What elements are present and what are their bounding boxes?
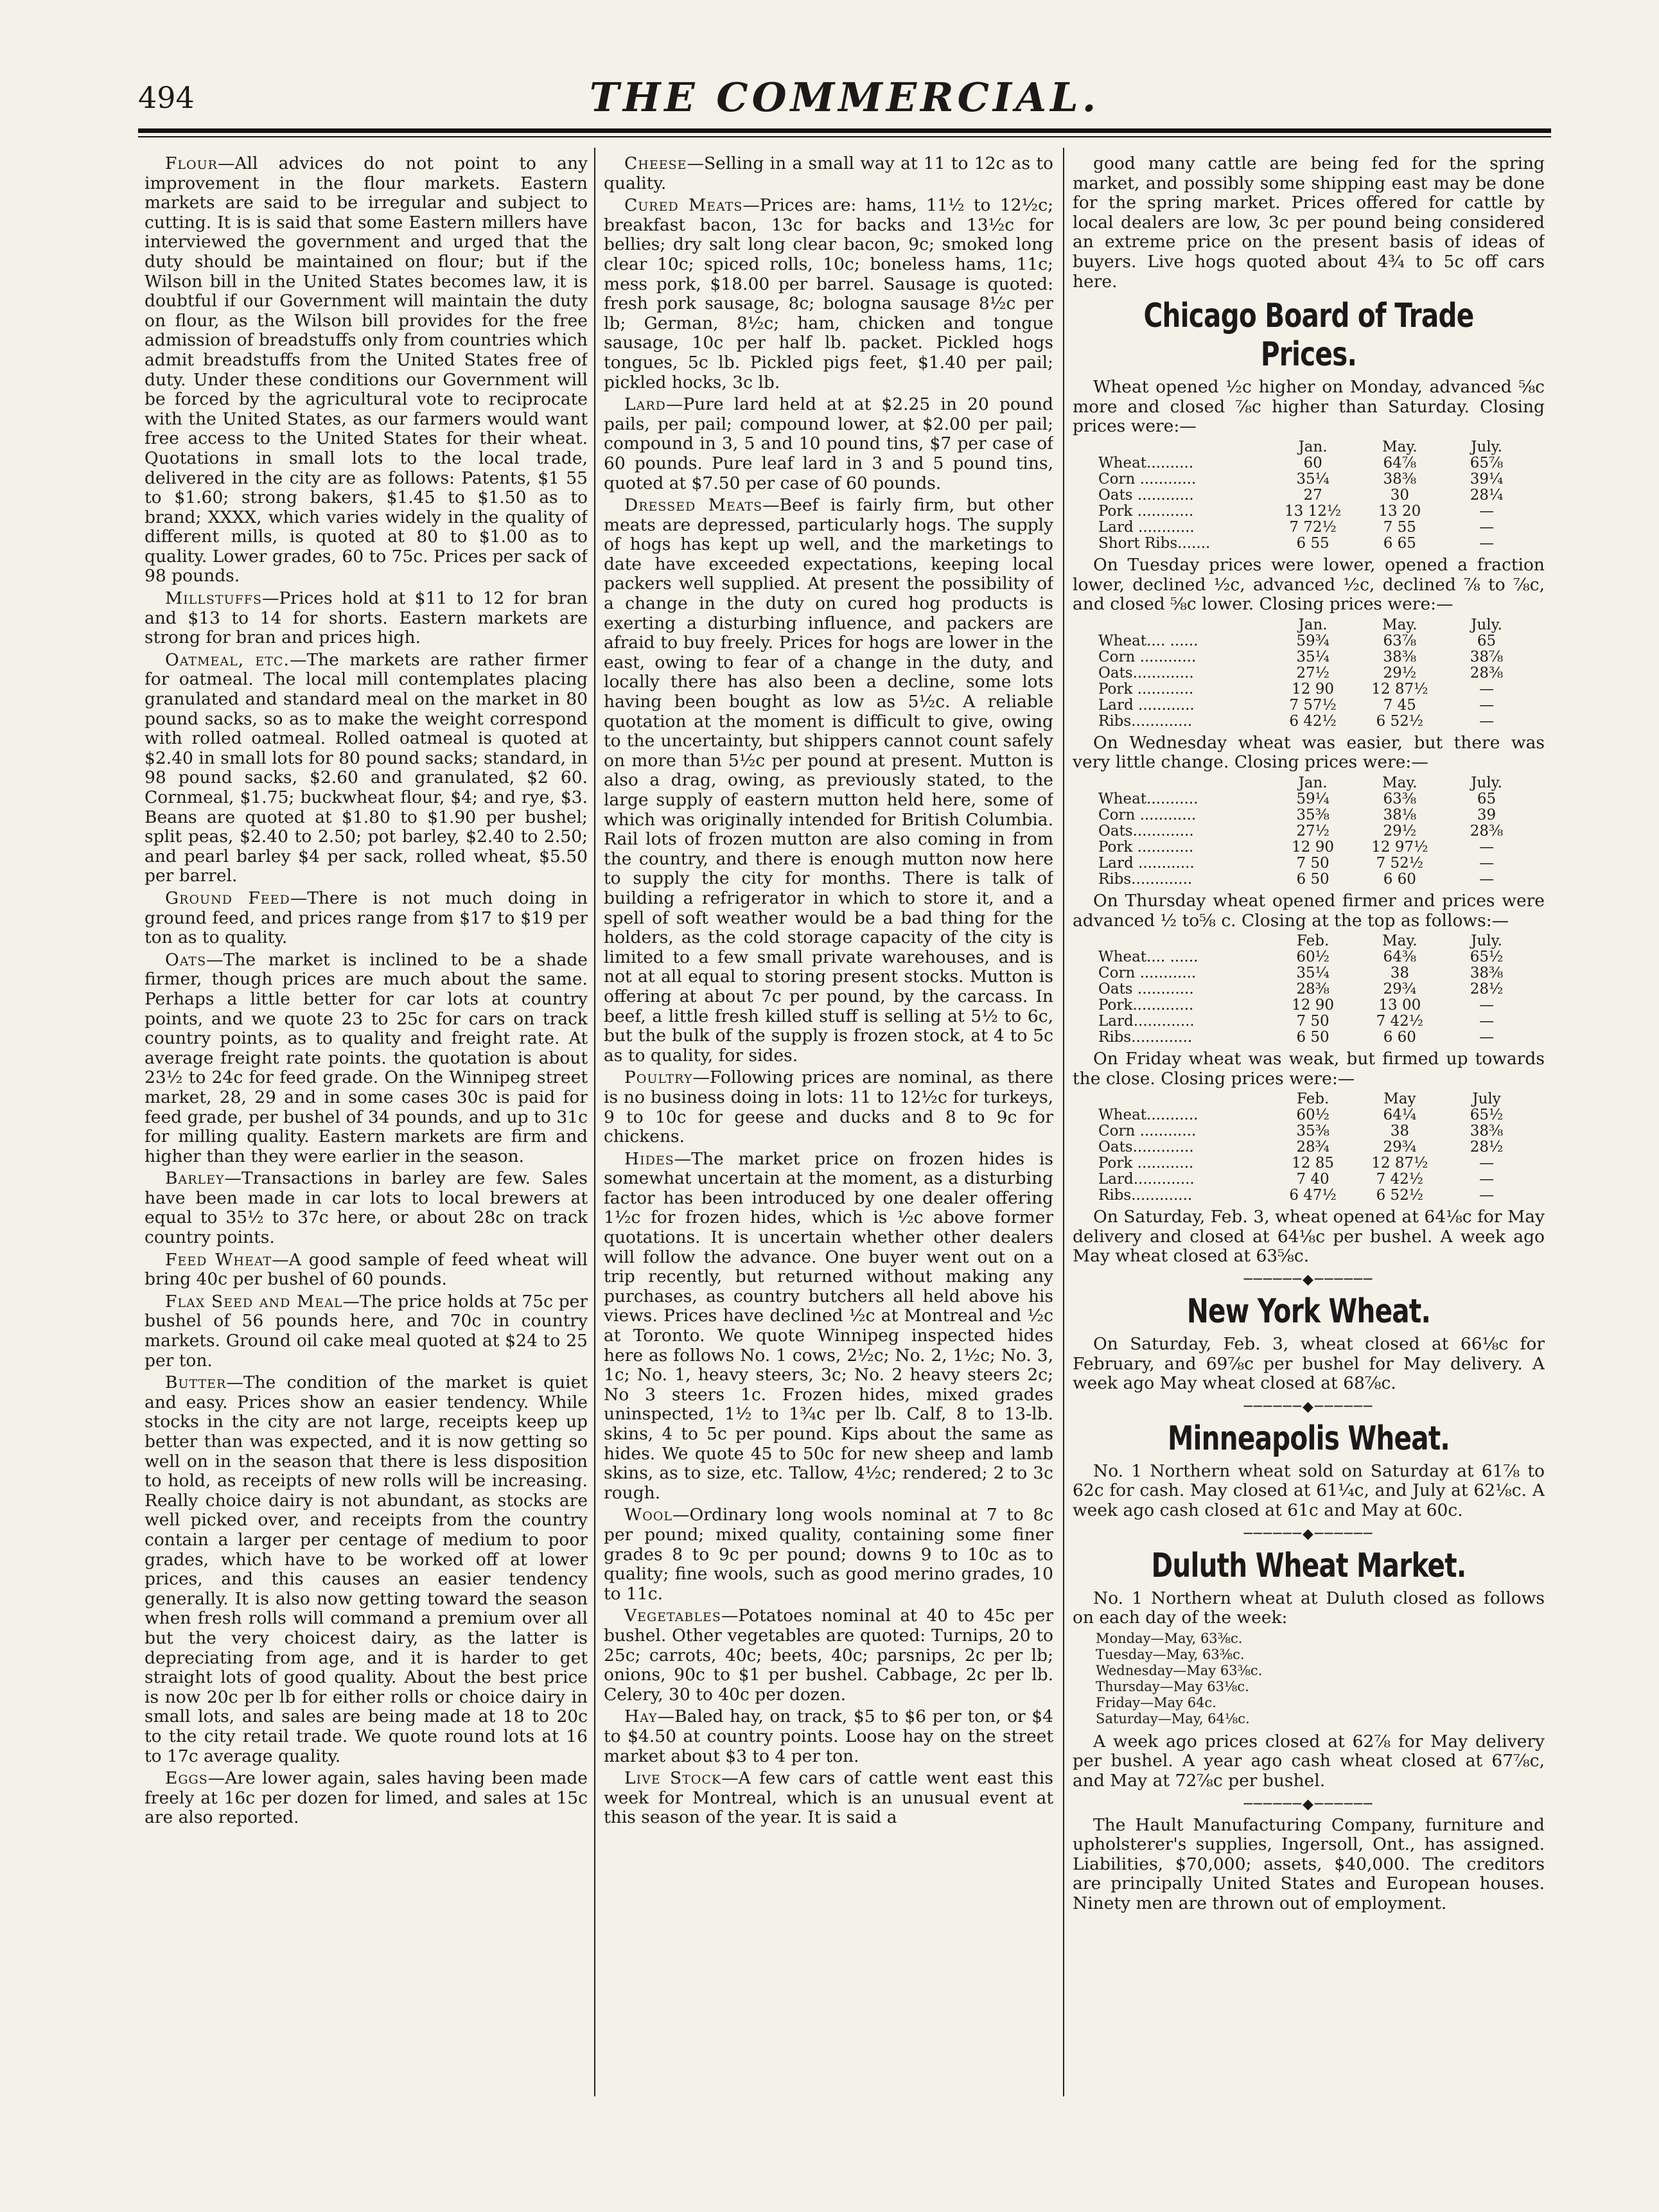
commodity-name: Pork ............ bbox=[1098, 502, 1194, 520]
duluth-day: Saturday—May, 64⅛c. bbox=[1096, 1710, 1250, 1726]
price-cell: 65 bbox=[1477, 790, 1497, 807]
price-cell: 65 bbox=[1477, 632, 1497, 649]
table-row bbox=[1096, 823, 1530, 839]
price-cell: 6 60 bbox=[1383, 1029, 1416, 1046]
duluth-day: Tuesday—May, 63⅜c. bbox=[1096, 1646, 1245, 1662]
duluth-day: Monday—May, 63⅜c. bbox=[1096, 1630, 1243, 1646]
commodity-name: Oats ............ bbox=[1098, 486, 1194, 504]
price-cell: 38⅜ bbox=[1383, 470, 1417, 487]
market-paragraph bbox=[145, 889, 588, 948]
price-cell: 13 20 bbox=[1378, 502, 1421, 520]
price-cell: 27½ bbox=[1296, 822, 1330, 839]
commodity-name: Oats............. bbox=[1098, 822, 1194, 839]
month-header: May. bbox=[1382, 616, 1418, 633]
table-row bbox=[1096, 681, 1530, 698]
price-cell: 12 87½ bbox=[1371, 680, 1428, 698]
price-cell: 65½ bbox=[1470, 949, 1504, 966]
paragraph-text: —The price holds at 75c per bushel of 56 pounds here, and 70c in country markets. Ground oil cake meal quoted at $24 to 25 per ton. bbox=[145, 1291, 588, 1371]
commodity-name: Lard............. bbox=[1098, 1013, 1195, 1030]
paragraph-label: Barley bbox=[165, 1168, 225, 1189]
table-row bbox=[1096, 487, 1530, 504]
market-paragraph bbox=[145, 1292, 588, 1371]
paragraph-text: —Following prices are nominal, as there is no business doing in lots: 11 to 12½c for turkeys, 9 to 10c for geese and ducks and 8 to 9c for chickens. bbox=[604, 1067, 1053, 1147]
chicago-saturday: On Saturday, Feb. 3, wheat opened at 64⅛c for May delivery and closed at 64⅛c per bushel. A week ago May wheat closed at 63⅝c. bbox=[1073, 1207, 1545, 1267]
commodity-name: Oats............. bbox=[1098, 664, 1194, 681]
price-cell: 65½ bbox=[1470, 1107, 1504, 1124]
price-cell: 7 57½ bbox=[1289, 696, 1337, 714]
paragraph-text: —The condition of the market is quiet and easy. Prices show an easier tendency. While stocks in the city are not large, receipts keep up better than was expected, and it is now getting so well on in the season that there is less disposition to hold, as receipts of new rolls will be increasing. Really choice dairy is not abundant, as stocks are well picked over, and receipts from the country contain a larger per centage of medium to poor grades, which have to be worked off at lower prices, and this causes an easier tendency generally. It is also now getting toward the season when fresh rolls will command a premium over all but the very choicest dairy, as the latter is depreciating from age, and it is harder to get straight lots of good quality. About the best price is now 20c per lb for either rolls or choice dairy in small lots, and sales are being made at 18 to 20c to the city retail trade. We quote round lots at 16 to 17c average quality. bbox=[145, 1373, 588, 1766]
table-row bbox=[1096, 1188, 1530, 1204]
price-cell: — bbox=[1479, 1171, 1495, 1188]
paragraph-label: Hides bbox=[624, 1148, 674, 1169]
table-row bbox=[1096, 807, 1530, 823]
price-cell: 35¼ bbox=[1296, 648, 1330, 665]
market-paragraph bbox=[145, 1373, 588, 1766]
table-row bbox=[1096, 698, 1530, 714]
price-cell: 29¾ bbox=[1383, 1139, 1417, 1156]
minneapolis-text: No. 1 Northern wheat sold on Saturday at 61⅞ to 62c for cash. May closed at 61¼c, and July at 62⅛c. A week ago cash closed at 61c and May at 60c. bbox=[1073, 1461, 1545, 1521]
section-ornament: ──────◆────── bbox=[1243, 1272, 1374, 1288]
chicago-heading: Chicago Board of Trade Prices. bbox=[1143, 297, 1474, 374]
table-row bbox=[1096, 1139, 1530, 1155]
price-cell: 6 60 bbox=[1383, 870, 1416, 888]
chicago-prices bbox=[1073, 378, 1545, 1204]
duluth-day: Thursday—May 63⅛c. bbox=[1096, 1678, 1249, 1694]
chicago-day-text: On Thursday wheat opened firmer and prices were advanced ½ to⅝ c. Closing at the top as follows:— bbox=[1073, 890, 1545, 931]
table-row bbox=[1096, 1155, 1530, 1172]
paragraph-label: Wool bbox=[624, 1505, 673, 1525]
price-cell: 27½ bbox=[1296, 664, 1330, 681]
commodity-name: Oats ............ bbox=[1098, 981, 1194, 998]
commodity-name: Lard............. bbox=[1098, 1171, 1195, 1188]
table-header-row bbox=[1096, 617, 1530, 633]
market-paragraph bbox=[145, 1251, 588, 1290]
table-row bbox=[1096, 1030, 1530, 1046]
commodity-name: Ribs............. bbox=[1098, 1029, 1193, 1046]
chicago-day-text: Wheat opened ½c higher on Monday, advanced ⅝c more and closed ⅞c higher than Saturday. Closing prices were:— bbox=[1073, 377, 1545, 437]
price-cell: 59¾ bbox=[1296, 632, 1330, 649]
table-row bbox=[1096, 455, 1530, 471]
commodity-name: Corn ............ bbox=[1098, 1123, 1197, 1140]
table-row bbox=[1096, 633, 1530, 649]
price-cell: — bbox=[1479, 1013, 1495, 1030]
duluth-after: A week ago prices closed at 62⅞ for May delivery per bushel. A year ago cash wheat closed at 67⅞c, and May at 72⅞c per bushel. bbox=[1073, 1731, 1545, 1791]
price-cell: 35⅜ bbox=[1296, 1123, 1330, 1140]
header-rule-thin bbox=[138, 136, 1551, 137]
price-cell: — bbox=[1479, 1029, 1495, 1046]
table-row bbox=[1096, 791, 1530, 807]
paragraph-label: Lard bbox=[624, 394, 666, 415]
price-cell: 29½ bbox=[1383, 822, 1417, 839]
paragraph-label: Cheese bbox=[624, 154, 687, 173]
market-paragraph bbox=[604, 1150, 1053, 1504]
table-row bbox=[1096, 1107, 1530, 1123]
commodity-name: Ribs............. bbox=[1098, 1187, 1193, 1204]
price-cell: — bbox=[1479, 870, 1495, 888]
price-cell: — bbox=[1479, 712, 1495, 730]
market-paragraph bbox=[145, 1169, 588, 1247]
column-2 bbox=[604, 154, 1053, 2135]
price-cell: 38⅜ bbox=[1470, 1123, 1504, 1140]
table-row bbox=[1096, 949, 1530, 965]
market-paragraph bbox=[145, 1769, 588, 1828]
price-cell: 60 bbox=[1303, 454, 1322, 471]
livestock-continued: good many cattle are being fed for the spring market, and possibly some shipping east may be done for the spring market. Prices offered for cattle by local dealers are low, 3c per pound being considered an extreme price on the present basis of ideas of buyers. Live hogs quoted about 4¾ to 5c off cars here. bbox=[1073, 154, 1545, 292]
month-header: May. bbox=[1382, 774, 1418, 791]
price-cell: 7 50 bbox=[1296, 854, 1330, 872]
chicago-day-text: On Friday wheat was weak, but firmed up towards the close. Closing prices were:— bbox=[1073, 1049, 1545, 1089]
table-row bbox=[1096, 839, 1530, 856]
month-header: May. bbox=[1382, 438, 1418, 455]
price-cell: 64⅜ bbox=[1383, 949, 1417, 966]
table-header-row bbox=[1096, 439, 1530, 455]
paragraph-text: —All advices do not point to any improvement in the flour markets. Eastern markets are said to be irregular and subject to cutting. It is is said that some Eastern millers have interviewed the government and urged that the duty should be maintained on flour; but if the Wilson bill in the United States becomes law, it is doubtful if our Government will maintain the duty on flour, as the Wilson bill provides for the free admission of breadstuffs only from countries which admit breadstuffs from the United States free of duty. Under these conditions our Government will be forced by the agricultural vote to reciprocate with the United States, as our farmers would want free access to the United States for their wheat. Quotations in small lots to the local trade, delivered in the city are as follows: Patents, $1 55 to $1.60; strong bakers, $1.45 to $1.50 as to brand; XXXX, which varies widely in the quality of different mills, is quoted at 80 to $1.00 as to quality. Lower grades, 60 to 75c. Prices per sack of 98 pounds. bbox=[145, 154, 588, 586]
paragraph-text: —Beef is fairly firm, but other meats are depressed, particularly hogs. The supply of hogs has kept up well, and the marketings to date have exceeded expectations, keeping local packers well supplied. At present the possibility of a change in the duty on cured hog products is exerting a disturbing influence, and packers are afraid to buy freely. Prices for hogs are lower in the east, owing to fear of a change in the duty, and locally there has also been a decline, some lots having been bought as low as 5½c. A reliable quotation at the moment is difficult to give, owing to the uncertainty, but shippers cannot count safely on more than 5½c per pound at present. Mutton is also a drag, owing, as previously stated, to the large supply of eastern mutton held here, some of which was originally intended for British Columbia. Rail lots of frozen mutton are also coming in from the country, and there is enough mutton now here to supply the city for months. There is talk of building a refrigerator in which to store it, and a spell of soft weather would be a bad thing for the holders, as the cold storage capacity of the city is limited to a few small private warehouses, and is not at all equal to storing present stocks. Mutton is offering at about 7c per pound, by the carcass. In beef, a little fresh killed stuff is selling at 5½ to 6c, but the bulk of the supply is frozen stock, at 4 to 5c as to quality, for sides. bbox=[604, 495, 1053, 1066]
table-header-row bbox=[1096, 775, 1530, 791]
month-header: July bbox=[1472, 1091, 1501, 1108]
market-paragraph bbox=[604, 1068, 1053, 1146]
paragraph-text: —Potatoes nominal at 40 to 45c per bushel. Other vegetables are quoted: Turnips, 20 to 25c; carrots, 40c; beets, 40c; parsnips, 2c per lb; onions, 90c to $1 per bushel. Cabbage, 2c per lb. Celery, 30 to 40c per dozen. bbox=[604, 1606, 1053, 1705]
price-cell: 12 90 bbox=[1292, 838, 1335, 856]
price-cell: 38⅜ bbox=[1470, 965, 1504, 982]
market-paragraph bbox=[604, 1505, 1053, 1604]
price-cell: 27 bbox=[1303, 486, 1322, 504]
column-1 bbox=[145, 154, 588, 2135]
price-cell: 6 50 bbox=[1296, 870, 1330, 888]
month-header: July. bbox=[1471, 774, 1502, 791]
market-paragraph bbox=[145, 589, 588, 648]
chicago-day-text: On Wednesday wheat was easier, but there was very little change. Closing prices were:— bbox=[1073, 732, 1545, 773]
price-cell: 38⅜ bbox=[1383, 648, 1417, 665]
price-cell: 12 90 bbox=[1292, 997, 1335, 1014]
table-row bbox=[1096, 520, 1530, 536]
paragraph-label: Flour bbox=[165, 154, 218, 173]
closing-prices-table bbox=[1096, 775, 1530, 888]
month-header: Feb. bbox=[1296, 1091, 1330, 1108]
price-cell: 6 50 bbox=[1296, 1029, 1330, 1046]
paragraph-label: Millstuffs bbox=[165, 588, 262, 609]
commodity-name: Wheat........... bbox=[1098, 790, 1198, 807]
month-header: Feb. bbox=[1296, 933, 1330, 950]
paragraph-label: Vegetables bbox=[624, 1606, 721, 1626]
commodity-name: Lard ............ bbox=[1098, 518, 1195, 536]
column-3 bbox=[1073, 154, 1545, 2135]
newyork-text: On Saturday, Feb. 3, wheat closed at 66⅛c for February, and 69⅞c per bushel for May delivery. A week ago May wheat closed at 68⅞c. bbox=[1073, 1334, 1545, 1394]
market-paragraph bbox=[604, 1769, 1053, 1828]
table-row bbox=[1096, 649, 1530, 665]
paragraph-label: Butter bbox=[165, 1373, 227, 1393]
paragraph-label: Cured Meats bbox=[624, 195, 743, 216]
commodity-name: Ribs............. bbox=[1098, 712, 1193, 730]
price-cell: — bbox=[1479, 854, 1495, 872]
commodity-name: Pork ............ bbox=[1098, 838, 1194, 856]
commodity-name: Wheat.... ...... bbox=[1098, 632, 1198, 649]
paragraph-text: —The markets are rather firmer for oatmeal. The local mill contemplates placing granulated and standard meal on the market in 80 pound sacks, so as to make the weight correspond with rolled oatmeal. Rolled oatmeal is quoted at $2.40 in small lots for 80 pound sacks; standard, in 98 pound sacks, $2.60 and granulated, $2 60. Cornmeal, $1.75; buckwheat flour, $4; and rye, $3. Beans are quoted at $1.80 to $1.90 per bushel; split peas, $2.40 to 2.50; pot barley, $2.40 to 2.50; and pearl barley $4 per sack, rolled wheat, $5.50 per barrel. bbox=[145, 649, 588, 886]
table-row bbox=[1096, 471, 1530, 487]
commodity-name: Oats............. bbox=[1098, 1139, 1194, 1156]
market-paragraph bbox=[145, 651, 588, 886]
closing-prices-table bbox=[1096, 1091, 1530, 1204]
duluth-day: Wednesday—May 63⅜c. bbox=[1096, 1662, 1263, 1678]
price-cell: 29½ bbox=[1383, 664, 1417, 681]
commodity-name: Short Ribs....... bbox=[1098, 534, 1211, 552]
paragraph-label: Hay bbox=[624, 1707, 658, 1727]
price-cell: — bbox=[1479, 534, 1495, 552]
paragraph-text: —Baled hay, on track, $5 to $6 per ton, or $4 to $4.50 at country points. Loose hay on the street market about $3 to 4 per ton. bbox=[604, 1707, 1053, 1766]
table-row bbox=[1096, 856, 1530, 872]
duluth-days bbox=[1096, 1631, 1545, 1727]
price-cell: 12 87½ bbox=[1371, 1155, 1428, 1172]
market-paragraph bbox=[604, 395, 1053, 493]
commodity-name: Corn ............ bbox=[1098, 470, 1197, 487]
duluth-heading: Duluth Wheat Market. bbox=[1151, 1546, 1466, 1585]
price-cell: 12 85 bbox=[1292, 1155, 1335, 1172]
commodity-name: Wheat.... ...... bbox=[1098, 949, 1198, 966]
table-row bbox=[1096, 965, 1530, 981]
market-paragraph bbox=[604, 154, 1053, 193]
paragraph-text: —A good sample of feed wheat will bring 40c per bushel of 60 pounds. bbox=[145, 1249, 588, 1290]
table-row bbox=[1096, 714, 1530, 730]
paragraph-text: —The market price on frozen hides is somewhat uncertain at the moment, as a disturbing factor has been introduced by one dealer offering 1½c for frozen hides, which is ½c above former quotations. It is uncertain whether other dealers will follow the advance. One buyer went out on a trip recently, but returned without making any purchases, as country butchers all held above his views. Prices have declined ½c at Montreal and ½c at Toronto. We quote Winnipeg inspected hides here as follows No. 1 cows, 2½c; No. 2, 1½c; No. 3, 1c; No. 1, heavy steers, 3c; No. 2 heavy steers 2c; No 3 steers 1c. Frozen hides, mixed grades uninspected, 1½ to 1¾c per lb. Calf, 8 to 13-lb. skins, 4 to 5c per pound. Kips about the same as hides. We quote 45 to 50c for new sheep and lamb skins, as to size, etc. Tallow, 4½c; rendered; 2 to 3c rough. bbox=[604, 1148, 1053, 1503]
price-cell: 30 bbox=[1390, 486, 1409, 504]
price-cell: 63⅜ bbox=[1383, 790, 1417, 807]
price-cell: 12 90 bbox=[1292, 680, 1335, 698]
commodity-name: Ribs............. bbox=[1098, 870, 1193, 888]
price-cell: 63⅞ bbox=[1383, 632, 1417, 649]
paragraph-text: —Are lower again, sales having been made freely at 16c per dozen for limed, and sales at 15c are also reported. bbox=[145, 1768, 588, 1828]
month-header: Jan. bbox=[1298, 616, 1328, 633]
price-cell: 6 52½ bbox=[1376, 1187, 1424, 1204]
closing-prices-table bbox=[1096, 617, 1530, 730]
publication-title: THE COMMERCIAL. bbox=[589, 74, 1100, 121]
month-header: Jan. bbox=[1298, 438, 1328, 455]
paragraph-text: —There is not much doing in ground feed, and prices range from $17 to $19 per ton as to quality. bbox=[145, 888, 588, 948]
commodity-name: Pork............. bbox=[1098, 997, 1194, 1014]
paragraph-label: Live Stock bbox=[624, 1768, 722, 1789]
market-paragraph bbox=[145, 154, 588, 586]
paragraph-text: —The market is inclined to be a shade firmer, though prices are much about the same. Perhaps a little better for car lots at country points, and we quote 23 to 25c for cars on track country points, as to quality and freight rate. At average freight rate points. the quotation is about 23½ to 24c for feed grade. On the Winnipeg street market, 28, 29 and in some cases 30c is paid for feed grade, per bushel of 34 pounds, and up to 31c for milling quality. Eastern markets are firm and higher than they were earlier in the season. bbox=[145, 949, 588, 1166]
market-paragraph bbox=[604, 196, 1053, 392]
price-cell: 28¼ bbox=[1470, 486, 1504, 504]
chicago-day-text: On Tuesday prices were lower, opened a fraction lower, declined ½c, advanced ½c, declined ⅞ to ⅞c, and closed ⅝c lower. Closing prices were:— bbox=[1073, 554, 1545, 615]
price-cell: 7 55 bbox=[1383, 518, 1416, 536]
table-row bbox=[1096, 872, 1530, 888]
price-cell: 35⅜ bbox=[1296, 806, 1330, 823]
paragraph-text: —Selling in a small way at 11 to 12c as to quality. bbox=[604, 154, 1053, 193]
price-cell: 6 47½ bbox=[1289, 1187, 1337, 1204]
market-paragraph bbox=[604, 1606, 1053, 1705]
table-row bbox=[1096, 981, 1530, 997]
price-cell: 7 45 bbox=[1383, 696, 1416, 714]
month-header: July. bbox=[1471, 616, 1502, 633]
paragraph-text: —Ordinary long wools nominal at 7 to 8c per pound; mixed quality, containing some finer grades 8 to 9c per pound; downs 9 to 10c as to quality; fine wools, such as good merino grades, 10 to 11c. bbox=[604, 1505, 1053, 1604]
price-cell: 7 42½ bbox=[1376, 1171, 1424, 1188]
price-cell: 60½ bbox=[1296, 1107, 1330, 1124]
price-cell: — bbox=[1479, 997, 1495, 1014]
paragraph-label: Oats bbox=[165, 949, 207, 970]
price-cell: — bbox=[1479, 518, 1495, 536]
month-header: July. bbox=[1471, 438, 1502, 455]
price-cell: 7 42½ bbox=[1376, 1013, 1424, 1030]
commodity-name: Lard ............ bbox=[1098, 854, 1195, 872]
paragraph-label: Eggs bbox=[165, 1768, 208, 1789]
price-cell: 7 52½ bbox=[1376, 854, 1424, 872]
minneapolis-heading: Minneapolis Wheat. bbox=[1167, 1419, 1450, 1458]
price-cell: — bbox=[1479, 1155, 1495, 1172]
page-number: 494 bbox=[138, 80, 195, 115]
price-cell: 64⅞ bbox=[1383, 454, 1417, 471]
table-row bbox=[1096, 997, 1530, 1014]
commodity-name: Pork ............ bbox=[1098, 680, 1194, 698]
price-cell: 6 52½ bbox=[1376, 712, 1424, 730]
paragraph-label: Ground Feed bbox=[165, 888, 290, 908]
price-cell: 28½ bbox=[1470, 981, 1504, 998]
commodity-name: Wheat.......... bbox=[1098, 454, 1194, 471]
price-cell: 38 bbox=[1390, 965, 1409, 982]
table-row bbox=[1096, 504, 1530, 520]
price-cell: 60½ bbox=[1296, 949, 1330, 966]
price-cell: 39 bbox=[1477, 806, 1497, 823]
duluth-day: Friday—May 64c. bbox=[1096, 1694, 1216, 1710]
price-cell: 12 97½ bbox=[1371, 838, 1428, 856]
month-header: Jan. bbox=[1298, 774, 1328, 791]
price-cell: 13 12½ bbox=[1285, 502, 1342, 520]
section-ornament: ──────◆────── bbox=[1243, 1398, 1374, 1415]
column-divider bbox=[1063, 148, 1064, 2096]
market-paragraph bbox=[604, 496, 1053, 1066]
price-cell: 38⅞ bbox=[1470, 648, 1504, 665]
price-cell: — bbox=[1479, 696, 1495, 714]
month-header: May. bbox=[1382, 933, 1418, 950]
column-divider bbox=[594, 148, 595, 2096]
price-cell: 28⅜ bbox=[1470, 822, 1504, 839]
price-cell: 28⅜ bbox=[1296, 981, 1330, 998]
commodity-name: Wheat........... bbox=[1098, 1107, 1198, 1124]
paragraph-text: —A few cars of cattle went east this week for Montreal, which is an unusual event at this season of the year. It is said a bbox=[604, 1768, 1053, 1828]
table-row bbox=[1096, 1172, 1530, 1188]
price-cell: 39¼ bbox=[1470, 470, 1504, 487]
price-cell: 13 00 bbox=[1378, 997, 1421, 1014]
header-rule bbox=[138, 128, 1551, 133]
price-cell: 35¼ bbox=[1296, 470, 1330, 487]
table-header-row bbox=[1096, 1091, 1530, 1107]
section-ornament: ──────◆────── bbox=[1243, 1525, 1374, 1542]
commodity-name: Corn ............ bbox=[1098, 965, 1197, 982]
price-cell: 65⅞ bbox=[1470, 454, 1504, 471]
price-cell: 59¼ bbox=[1296, 790, 1330, 807]
price-cell: 38⅛ bbox=[1383, 806, 1417, 823]
paragraph-label: Oatmeal, etc. bbox=[165, 649, 290, 670]
price-cell: 7 72½ bbox=[1289, 518, 1337, 536]
table-row bbox=[1096, 665, 1530, 681]
masthead bbox=[138, 74, 1551, 145]
month-header: July. bbox=[1471, 933, 1502, 950]
price-cell: 35¼ bbox=[1296, 965, 1330, 982]
table-row bbox=[1096, 1014, 1530, 1030]
paragraph-text: —Prices are: hams, 11½ to 12½c; breakfast bacon, 13c for backs and 13½c for bellies; dry salt long clear bacon, 9c; smoked long clear 10c; spiced rolls, 10c; boneless hams, 11c; mess pork, $18.00 per barrel. Sausage is quoted: fresh pork sausage, 8c; bologna sausage 8½c per lb; German, 8½c; ham, chicken and tongue sausage, 10c per half lb. packet. Pickled hogs tongues, 5c lb. Pickled pigs feet, $1.40 per pail; pickled hocks, 3c lb. bbox=[604, 195, 1053, 392]
month-header: May bbox=[1383, 1091, 1416, 1108]
paragraph-label: Poultry bbox=[624, 1067, 693, 1088]
commodity-name: Pork ............ bbox=[1098, 1155, 1194, 1172]
commodity-name: Corn ............ bbox=[1098, 648, 1197, 665]
paragraph-text: —Pure lard held at at $2.25 in 20 pound pails, per pail; compound lower, at $2.00 per pail; compound in 3, 5 and 10 pound tins, $7 per case of 60 pounds. Pure leaf lard in 3 and 5 pound tins, quoted at $7.50 per case of 60 pounds. bbox=[604, 394, 1053, 493]
paragraph-text: —Transactions in barley are few. Sales have been made in car lots to local brewers at equal to 35½ to 37c here, or about 28c on track country points. bbox=[145, 1168, 588, 1248]
market-paragraph bbox=[145, 951, 588, 1167]
commodity-name: Corn ............ bbox=[1098, 806, 1197, 823]
price-cell: 29¾ bbox=[1383, 981, 1417, 998]
table-row bbox=[1096, 536, 1530, 552]
section-ornament: ──────◆────── bbox=[1243, 1796, 1374, 1813]
table-row bbox=[1096, 1123, 1530, 1139]
price-cell: — bbox=[1479, 838, 1495, 856]
paragraph-label: Feed Wheat bbox=[165, 1249, 272, 1270]
price-cell: 6 42½ bbox=[1289, 712, 1337, 730]
table-header-row bbox=[1096, 933, 1530, 949]
price-cell: 28⅜ bbox=[1470, 664, 1504, 681]
price-cell: — bbox=[1479, 680, 1495, 698]
newyork-heading: New York Wheat. bbox=[1186, 1292, 1431, 1331]
price-cell: 6 55 bbox=[1296, 534, 1330, 552]
paragraph-label: Flax Seed and Meal bbox=[165, 1291, 343, 1312]
price-cell: 28½ bbox=[1470, 1139, 1504, 1156]
assignment-notice: The Hault Manufacturing Company, furniture and upholsterer's supplies, Ingersoll, Ont., has assigned. Liabilities, $70,000; assets, $40,000. The creditors are principally United States and European houses. Ninety men are thrown out of employment. bbox=[1073, 1814, 1545, 1913]
closing-prices-table bbox=[1096, 933, 1530, 1046]
price-cell: 28¾ bbox=[1296, 1139, 1330, 1156]
price-cell: 38 bbox=[1390, 1123, 1409, 1140]
duluth-text: No. 1 Northern wheat at Duluth closed as follows on each day of the week: bbox=[1073, 1588, 1545, 1628]
price-cell: 6 65 bbox=[1383, 534, 1416, 552]
price-cell: 7 50 bbox=[1296, 1013, 1330, 1030]
price-cell: — bbox=[1479, 1187, 1495, 1204]
paragraph-text: —Prices hold at $11 to 12 for bran and $13 to 14 for shorts. Eastern markets are strong for bran and prices high. bbox=[145, 588, 588, 648]
paragraph-label: Dressed Meats bbox=[624, 495, 763, 516]
closing-prices-table bbox=[1096, 439, 1530, 552]
price-cell: 64¼ bbox=[1383, 1107, 1417, 1124]
price-cell: — bbox=[1479, 502, 1495, 520]
price-cell: 7 40 bbox=[1296, 1171, 1330, 1188]
commodity-name: Lard ............ bbox=[1098, 696, 1195, 714]
market-paragraph bbox=[604, 1707, 1053, 1766]
